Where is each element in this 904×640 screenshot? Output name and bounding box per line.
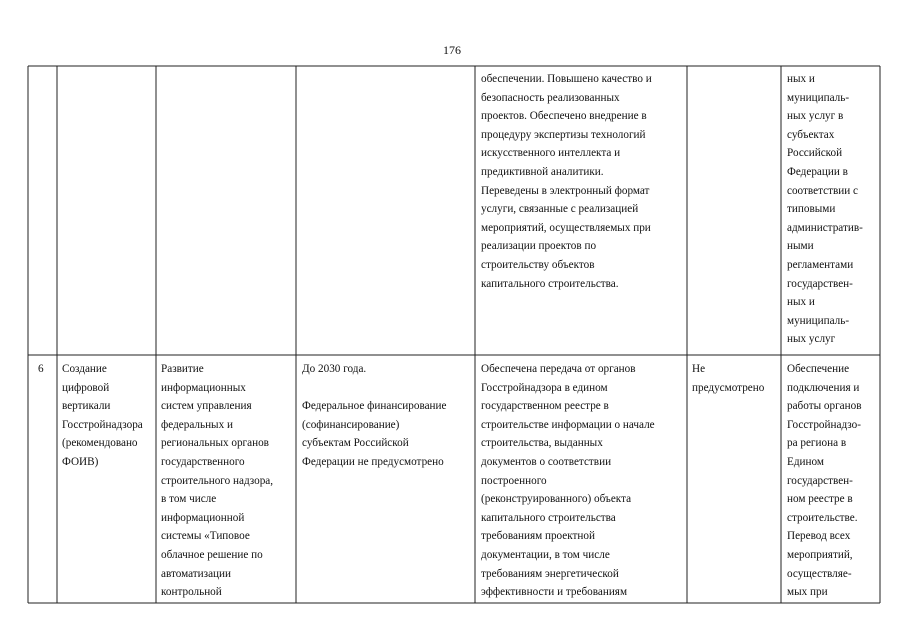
cell-row2-col6: Не предусмотрено — [692, 363, 765, 394]
cell-row2-col7: Обеспечение подключения и работы органов Госстройнадзо- ра региона в Едином государствен- ном реестре в строительстве. Перевод всех мероприятий, осуществляе- мых при — [787, 363, 862, 599]
cell-row2-measures: Развитие информационных систем управления федеральных и региональных органов государственного строительного надзора, в том числе информационной системы «Типовое облачное решение по автоматизации контрольной — [161, 363, 274, 599]
cell-row2-deadline-funding: До 2030 года. Федеральное финансирование (софинансирование) субъектам Российской Федерации не предусмотрено — [302, 363, 447, 468]
cell-row2-number: 6 — [38, 363, 44, 375]
cell-row2-activity: Создание цифровой вертикали Госстройнадзора (рекомендовано ФОИВ) — [62, 363, 143, 468]
cell-row1-col5: обеспечении. Повышено качество и безопасность реализованных проектов. Обеспечено внедрение в процедуру экспертизы технологий искусственного интеллекта и предиктивной аналитики. Переведены в электронный формат услуги, связанные с реализацией мероприятий, осуществляемых при реализации проектов по строительству объектов капитального строительства. — [481, 73, 652, 290]
cell-row1-col7: ных и муниципаль- ных услуг в субъектах Российской Федерации в соответствии с типовыми административ- ными регламентами государствен- ных и муниципаль- ных услуг — [787, 73, 863, 346]
page-number: 176 — [443, 43, 461, 57]
cell-row2-results: Обеспечена передача от органов Госстройнадзора в едином государственном реестре в строительстве информации о начале строительства, выданных документов о соответствии построенного (реконструированного) объекта капитального строительства требованиям проектной документации, в том числе требованиям энергетической эффективности и требованиям — [481, 363, 655, 599]
